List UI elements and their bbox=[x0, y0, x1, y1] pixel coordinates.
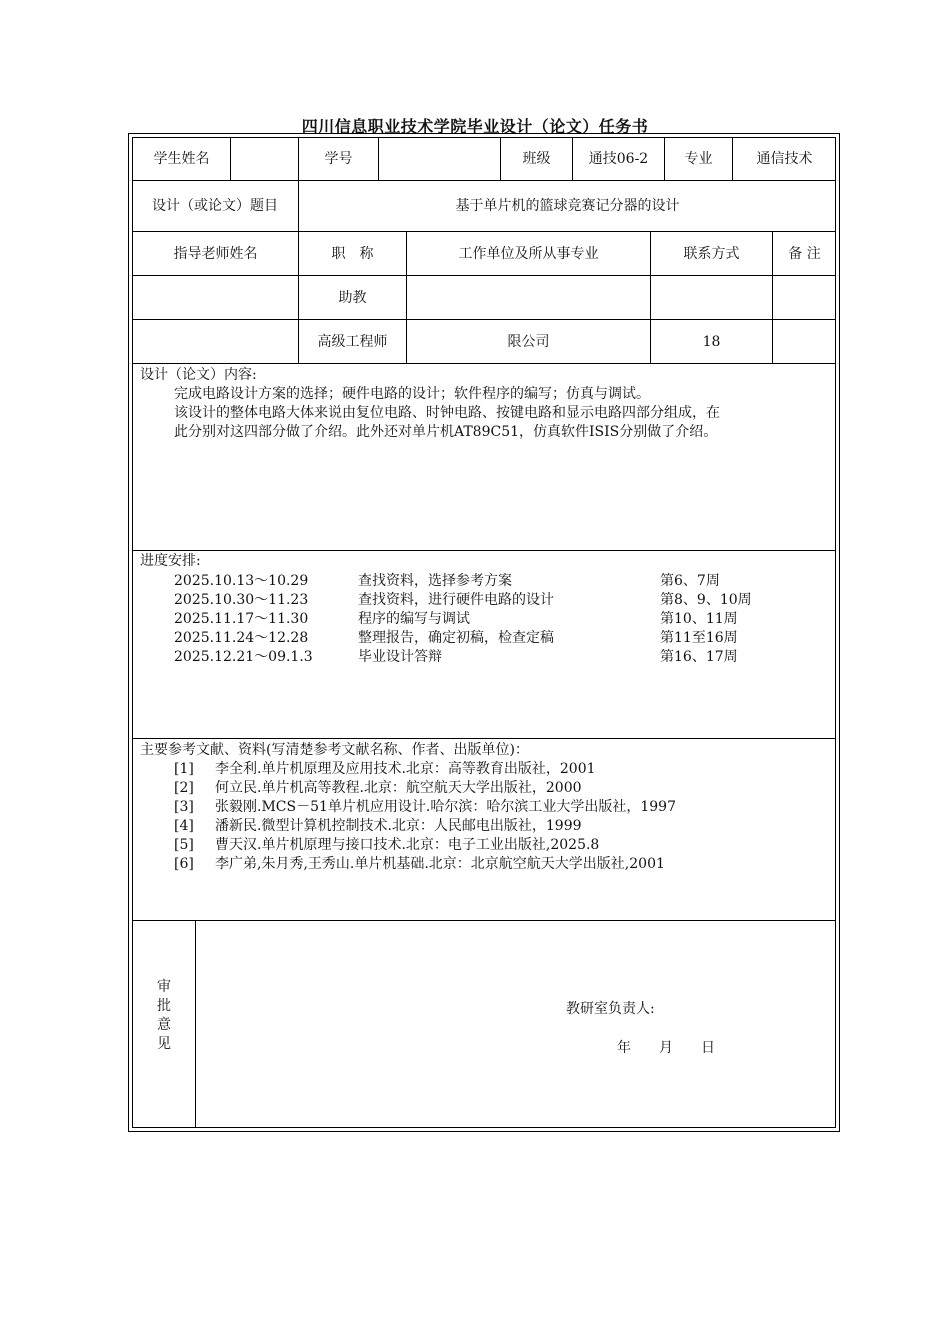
approval-date: 年 月 日 bbox=[617, 1040, 715, 1056]
approval-label-char: 见 bbox=[157, 1036, 171, 1052]
advisor-header-title: 职 称 bbox=[331, 245, 374, 262]
approval-label-char: 意 bbox=[157, 1017, 171, 1033]
reference-number: [3] bbox=[174, 799, 194, 815]
reference-number: [1] bbox=[174, 761, 194, 777]
schedule-weeks: 第10、11周 bbox=[660, 611, 738, 627]
rule-after-content bbox=[132, 550, 836, 551]
approval-label-char: 审 bbox=[157, 979, 171, 995]
reference-text: 何立民.单片机高等教程.北京：航空航天大学出版社，2000 bbox=[215, 780, 582, 796]
reference-number: [4] bbox=[174, 818, 194, 834]
approval-label bbox=[150, 978, 178, 1054]
reference-number: [5] bbox=[174, 837, 194, 853]
student-id-value bbox=[379, 138, 500, 180]
student-name-label: 学生姓名 bbox=[153, 151, 210, 167]
references-label: 主要参考文献、资料(写清楚参考文献名称、作者、出版单位)： bbox=[140, 742, 529, 758]
schedule-dates: 2025.12.21～09.1.3 bbox=[174, 649, 313, 665]
content-line: 完成电路设计方案的选择；硬件电路的设计；软件程序的编写；仿真与调试。 bbox=[174, 386, 650, 402]
schedule-weeks: 第6、7周 bbox=[660, 573, 720, 589]
advisor-header-notes: 备 注 bbox=[788, 245, 821, 262]
advisor-cell: 助教 bbox=[338, 289, 367, 306]
schedule-dates: 2025.10.30～11.23 bbox=[174, 592, 309, 608]
topic-value: 基于单片机的篮球竞赛记分器的设计 bbox=[455, 198, 680, 214]
student-name-value bbox=[231, 138, 298, 180]
reference-text: 潘新民.微型计算机控制技术.北京：人民邮电出版社，1999 bbox=[215, 818, 582, 834]
class-label: 班级 bbox=[522, 151, 551, 167]
major-value: 通信技术 bbox=[756, 151, 813, 167]
advisor-header-name: 指导老师姓名 bbox=[173, 245, 258, 262]
document-title: 四川信息职业技术学院毕业设计（论文）任务书 bbox=[301, 117, 649, 136]
advisor-cell bbox=[407, 276, 650, 319]
schedule-dates: 2025.10.13～10.29 bbox=[174, 573, 309, 589]
reference-text: 曹天汉.单片机原理与接口技术.北京：电子工业出版社,2025.8 bbox=[215, 837, 600, 853]
advisor-header-workplace: 工作单位及所从事专业 bbox=[458, 245, 599, 262]
content-line: 该设计的整体电路大体来说由复位电路、时钟电路、按键电路和显示电路四部分组成，在 bbox=[174, 405, 720, 421]
schedule-dates: 2025.11.24～12.28 bbox=[174, 630, 309, 646]
topic-label: 设计（或论文）题目 bbox=[152, 198, 278, 214]
schedule-label: 进度安排: bbox=[140, 553, 201, 569]
rule-after-advisor-row2 bbox=[132, 363, 836, 364]
schedule-task: 程序的编写与调试 bbox=[358, 611, 470, 627]
schedule-task: 查找资料，进行硬件电路的设计 bbox=[358, 592, 554, 608]
schedule-task: 整理报告，确定初稿，检查定稿 bbox=[358, 630, 554, 646]
schedule-dates: 2025.11.17～11.30 bbox=[174, 611, 309, 627]
advisor-cell: 高级工程师 bbox=[317, 333, 388, 350]
advisor-cell: 18 bbox=[702, 333, 721, 350]
rule-v bbox=[195, 920, 196, 1128]
advisor-cell bbox=[651, 276, 772, 319]
content-label: 设计（论文）内容: bbox=[140, 367, 257, 383]
reference-number: [2] bbox=[174, 780, 194, 796]
advisor-cell bbox=[773, 320, 836, 363]
advisor-cell bbox=[133, 276, 298, 319]
schedule-task: 毕业设计答辩 bbox=[358, 649, 442, 665]
reference-number: [6] bbox=[174, 856, 194, 872]
class-value: 通技06-2 bbox=[588, 151, 649, 167]
reference-text: 李全利.单片机原理及应用技术.北京：高等教育出版社，2001 bbox=[215, 761, 596, 777]
reference-text: 李广弟,朱月秀,王秀山.单片机基础.北京：北京航空航天大学出版社,2001 bbox=[215, 856, 665, 872]
advisor-cell bbox=[133, 320, 298, 363]
rule-after-schedule bbox=[132, 738, 836, 739]
advisor-cell bbox=[773, 276, 836, 319]
approval-label-char: 批 bbox=[157, 998, 171, 1014]
reference-text: 张毅刚.MCS－51单片机应用设计.哈尔滨：哈尔滨工业大学出版社，1997 bbox=[215, 799, 676, 815]
schedule-weeks: 第16、17周 bbox=[660, 649, 738, 665]
supervisor-signature-label: 教研室负责人: bbox=[566, 1001, 655, 1017]
schedule-weeks: 第11至16周 bbox=[660, 630, 738, 646]
student-id-label: 学号 bbox=[324, 151, 353, 167]
major-label: 专业 bbox=[684, 151, 713, 167]
schedule-task: 查找资料，选择参考方案 bbox=[358, 573, 512, 589]
advisor-cell: 限公司 bbox=[507, 333, 550, 350]
schedule-weeks: 第8、9、10周 bbox=[660, 592, 752, 608]
advisor-header-contact: 联系方式 bbox=[683, 245, 740, 262]
rule-after-references bbox=[132, 920, 836, 921]
content-line: 此分别对这四部分做了介绍。此外还对单片机AT89C51，仿真软件ISIS分别做了介绍。 bbox=[174, 424, 718, 440]
